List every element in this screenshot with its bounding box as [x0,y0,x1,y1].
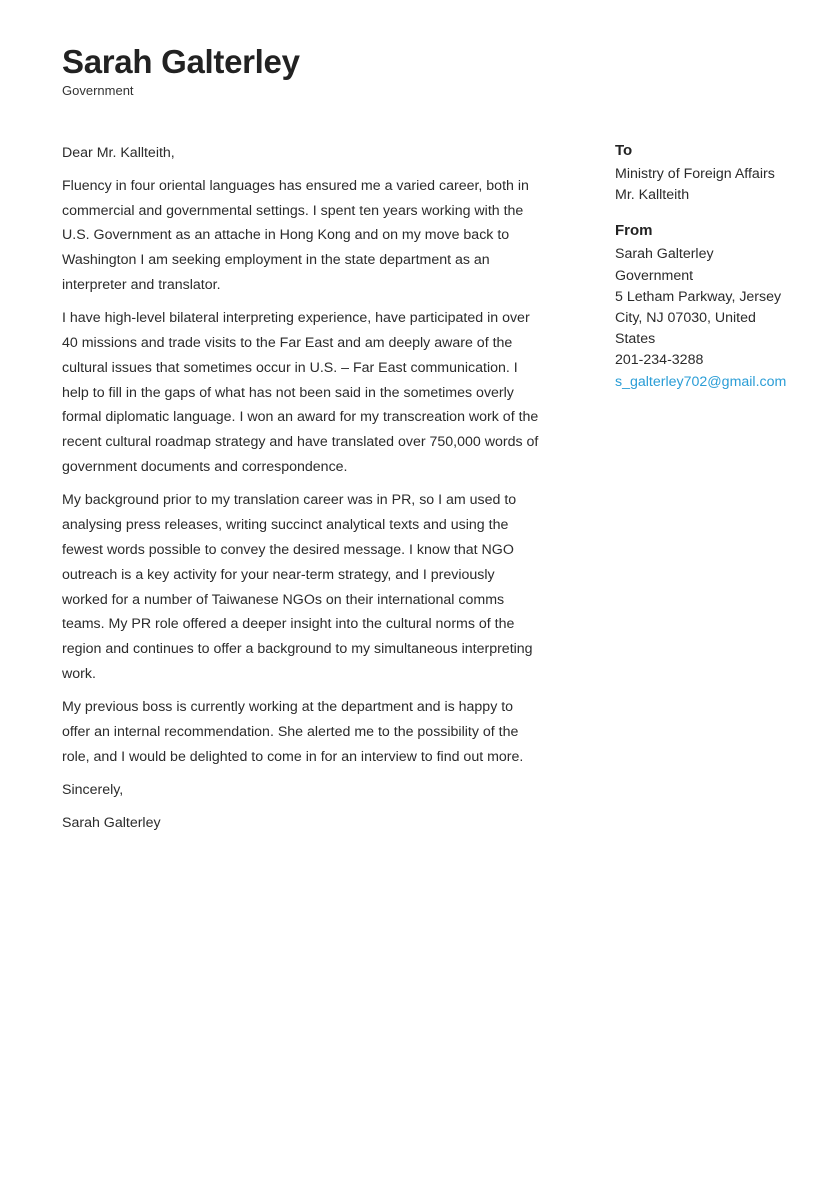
signature: Sarah Galterley [62,815,161,832]
applicant-name: Sarah Galterley [62,43,300,80]
contact-sidebar [615,140,795,407]
sender-email-link[interactable]: s_galterley702@gmail.com [615,373,787,390]
recipient-organization: Ministry of Foreign Affairs [615,166,775,182]
sender-name: Sarah Galterley [615,246,714,263]
paragraph-1: Fluency in four oriental languages has ensured me a varied career, both in commercial and governmental settings. I spent ten years working with the U.S. Government as an attache in Hong Kong and on my move back to Washington I am seeking employment in the state department as an interpreter and translator. [62,177,529,293]
letter-body [62,141,544,845]
paragraph-4: My previous boss is currently working at the department and is happy to offer an internal recommendation. She alerted me to the possibility of the role, and I would be delighted to come in for an interview to find out more. [62,699,524,765]
sender-address: 5 Letham Parkway, Jersey City, NJ 07030, United States [615,288,782,348]
from-heading: From [615,222,653,240]
letter-header [62,42,300,99]
sender-block [615,220,795,392]
sender-phone: 201-234-3288 [615,352,704,369]
salutation: Dear Mr. Kallteith, [62,145,175,161]
applicant-subtitle: Government [62,83,134,98]
closing: Sincerely, [62,782,124,799]
paragraph-3: My background prior to my translation career was in PR, so I am used to analysing press releases, writing succinct analytical texts and using the fewest words possible to convey the desired message. I know that NGO outreach is a key activity for your near-term strategy, and I previously worked for a number of Taiwanese NGOs on their international comms teams. My PR role offered a deeper insight into the cultural norms of the region and continues to offer a background to my simultaneous interpreting work. [62,492,533,682]
recipient-block [615,140,795,206]
paragraph-2: I have high-level bilateral interpreting experience, have participated in over 40 missions and trade visits to the Far East and am deeply aware of the cultural issues that sometimes occur in U.S. – Far East communication. I help to fill in the gaps of what has not been said in the sometimes overly formal diplomatic language. I won an award for my transcreation work of the recent cultural roadmap strategy and have translated over 750,000 words of government documents and correspondence. [62,310,539,476]
recipient-name: Mr. Kallteith [615,187,690,204]
to-heading: To [615,142,633,159]
sender-title: Government [615,267,694,284]
